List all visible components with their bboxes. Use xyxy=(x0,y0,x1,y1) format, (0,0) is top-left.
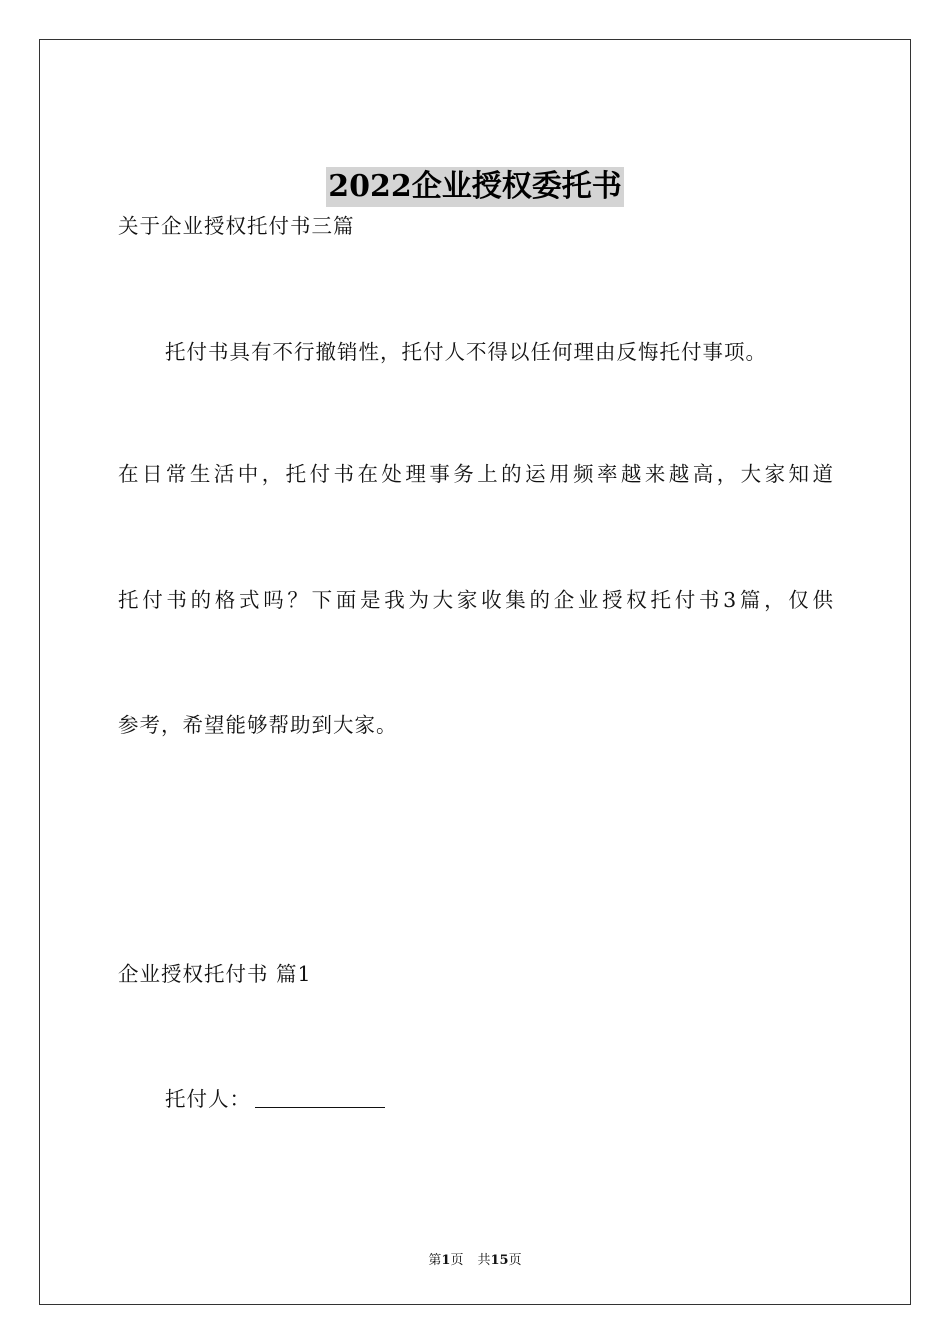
fill-in-blank xyxy=(255,1087,385,1108)
section-heading: 企业授权托付书 篇1 xyxy=(118,962,312,986)
title-container xyxy=(40,167,910,207)
total-suffix: 页 xyxy=(508,1253,522,1268)
intro-line-2: 在日常生活中，托付书在处理事务上的运用频率越来越高，大家知道 xyxy=(118,462,834,486)
document-page xyxy=(39,39,911,1305)
document-title: 2022企业授权委托书 xyxy=(326,167,624,207)
page-prefix: 第 xyxy=(428,1253,442,1268)
field-label: 托付人： xyxy=(165,1087,251,1111)
subtitle: 关于企业授权托付书三篇 xyxy=(118,214,355,238)
intro-line-3: 托付书的格式吗？下面是我为大家收集的企业授权托付书3篇，仅供 xyxy=(118,588,834,612)
page-footer xyxy=(40,1249,910,1268)
total-pages: 15 xyxy=(490,1253,509,1268)
total-prefix: 共 xyxy=(477,1253,491,1268)
page-suffix: 页 xyxy=(450,1253,464,1268)
field-row xyxy=(165,1085,885,1113)
intro-line-4: 参考，希望能够帮助到大家。 xyxy=(118,713,398,737)
intro-line-1: 托付书具有不行撤销性，托付人不得以任何理由反悔托付事项。 xyxy=(165,340,767,364)
page-number: 1 xyxy=(441,1253,451,1268)
